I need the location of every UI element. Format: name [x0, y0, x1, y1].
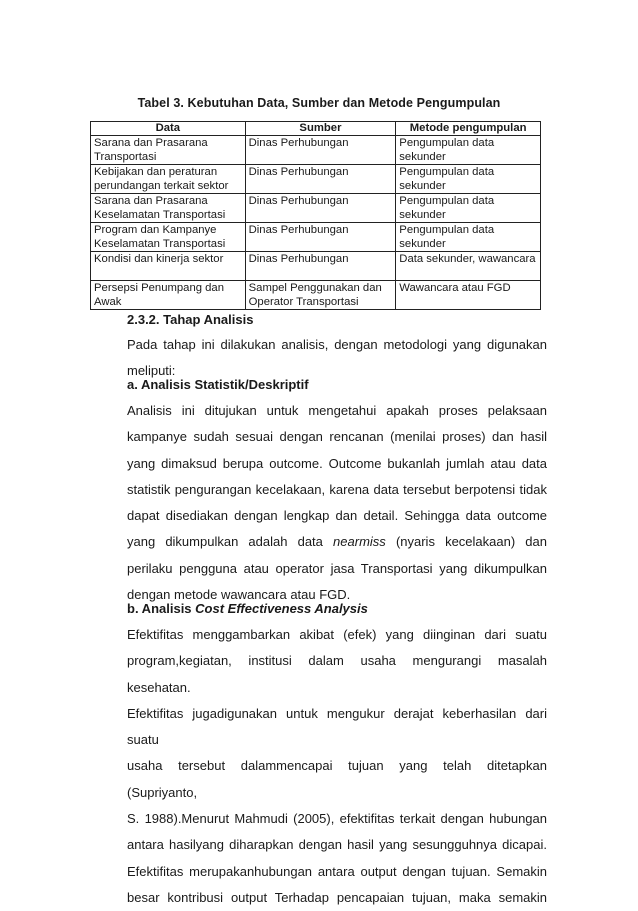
- table-cell: Kondisi dan kinerja sektor: [91, 252, 246, 281]
- table-cell: Sarana dan Prasarana Keselamatan Transportasi: [91, 194, 246, 223]
- table-row: [91, 281, 541, 310]
- paragraph-line: Analisis ini ditujukan untuk mengetahui apakah proses pelaksaan: [127, 403, 547, 418]
- table-cell: Sampel Penggunakan dan Operator Transportasi: [245, 281, 396, 310]
- column-header-sumber: Sumber: [245, 122, 396, 136]
- table-cell: Pengumpulan data sekunder: [396, 223, 541, 252]
- paragraph-line: yang dimaksud berupa outcome. Outcome bukanlah jumlah atau data: [127, 455, 547, 471]
- table-cell: Pengumpulan data sekunder: [396, 165, 541, 194]
- table-cell: Persepsi Penumpang dan Awak: [91, 281, 246, 310]
- table-row: [91, 136, 541, 165]
- column-header-data: Data: [91, 122, 246, 136]
- heading-italic: Cost Effectiveness Analysis: [195, 601, 368, 616]
- paragraph-line: program,kegiatan, institusi dalam usaha mengurangi masalah kesehatan.: [127, 653, 547, 695]
- table-cell: Dinas Perhubungan: [245, 136, 396, 165]
- paragraph-line-nearmiss: [127, 529, 547, 555]
- table-cell: Dinas Perhubungan: [245, 223, 396, 252]
- table-row: [91, 223, 541, 252]
- section-heading-tahap-analisis: 2.3.2. Tahap Analisis: [127, 312, 254, 327]
- paragraph-line: S. 1988).Menurut Mahmudi (2005), efektifitas terkait dengan hubungan: [127, 811, 547, 827]
- heading-prefix: b. Analisis: [127, 601, 192, 616]
- table-row: [91, 252, 541, 281]
- table-cell: Dinas Perhubungan: [245, 252, 396, 281]
- table-cell: Kebijakan dan peraturan perundangan terkait sektor: [91, 165, 246, 194]
- data-needs-table: [90, 121, 541, 310]
- subsection-b-paragraph: [127, 622, 547, 911]
- table-cell: Data sekunder, wawancara: [396, 252, 541, 281]
- paragraph-line: kampanye sudah sesuai dengan rencanan (menilai proses) dan hasil: [127, 429, 547, 445]
- table-cell: Pengumpulan data sekunder: [396, 136, 541, 165]
- paragraph-line: dapat disediakan dengan lengkap dan detail. Sehingga data outcome: [127, 508, 547, 524]
- line-text: (nyaris kecelakaan) dan: [395, 534, 547, 550]
- paragraph-line: meliputi:: [127, 363, 176, 379]
- paragraph-line: antara hasilyang diharapkan dengan hasil yang sesungguhnya dicapai.: [127, 837, 547, 853]
- column-header-metode: Metode pengumpulan: [396, 122, 541, 136]
- line-text: yang dikumpulkan adalah data: [127, 534, 323, 550]
- table-cell: Dinas Perhubungan: [245, 194, 396, 223]
- paragraph-line: statistik pengurangan kecelakaan, karena data tersebut berpotensi tidak: [127, 481, 547, 497]
- subsection-a-paragraph: [127, 398, 547, 608]
- table-header-row: [91, 122, 541, 136]
- table-caption: Tabel 3. Kebutuhan Data, Sumber dan Metode Pengumpulan: [137, 96, 501, 110]
- subsection-heading-statistik: a. Analisis Statistik/Deskriptif: [127, 377, 309, 392]
- paragraph-line: besar kontribusi output Terhadap pencapaian tujuan, maka semakin: [127, 889, 547, 905]
- nearmiss-term: nearmiss: [333, 534, 386, 550]
- table-row: [91, 194, 541, 223]
- table-cell: Dinas Perhubungan: [245, 165, 396, 194]
- paragraph-line: Pada tahap ini dilakukan analisis, dengan metodologi yang digunakan: [127, 337, 547, 352]
- table-row: [91, 165, 541, 194]
- table-cell: Sarana dan Prasarana Transportasi: [91, 136, 246, 165]
- table-cell: Program dan Kampanye Keselamatan Transportasi: [91, 223, 246, 252]
- subsection-heading-cost-effectiveness: [127, 601, 547, 616]
- table-cell: Wawancara atau FGD: [396, 281, 541, 310]
- paragraph-line: usaha tersebut dalammencapai tujuan yang telah ditetapkan (Supriyanto,: [127, 758, 547, 800]
- paragraph-line: perilaku pengguna atau operator jasa Transportasi yang dikumpulkan: [127, 560, 547, 576]
- paragraph-line: Efektifitas merupakanhubungan antara output dengan tujuan. Semakin: [127, 863, 547, 879]
- paragraph-line: Efektifitas jugadigunakan untuk mengukur derajat keberhasilan dari suatu: [127, 705, 547, 748]
- paragraph-line: dengan metode wawancara atau FGD.: [127, 587, 351, 603]
- table-cell: Pengumpulan data sekunder: [396, 194, 541, 223]
- paragraph-line: Efektifitas menggambarkan akibat (efek) yang diinginan dari suatu: [127, 627, 547, 642]
